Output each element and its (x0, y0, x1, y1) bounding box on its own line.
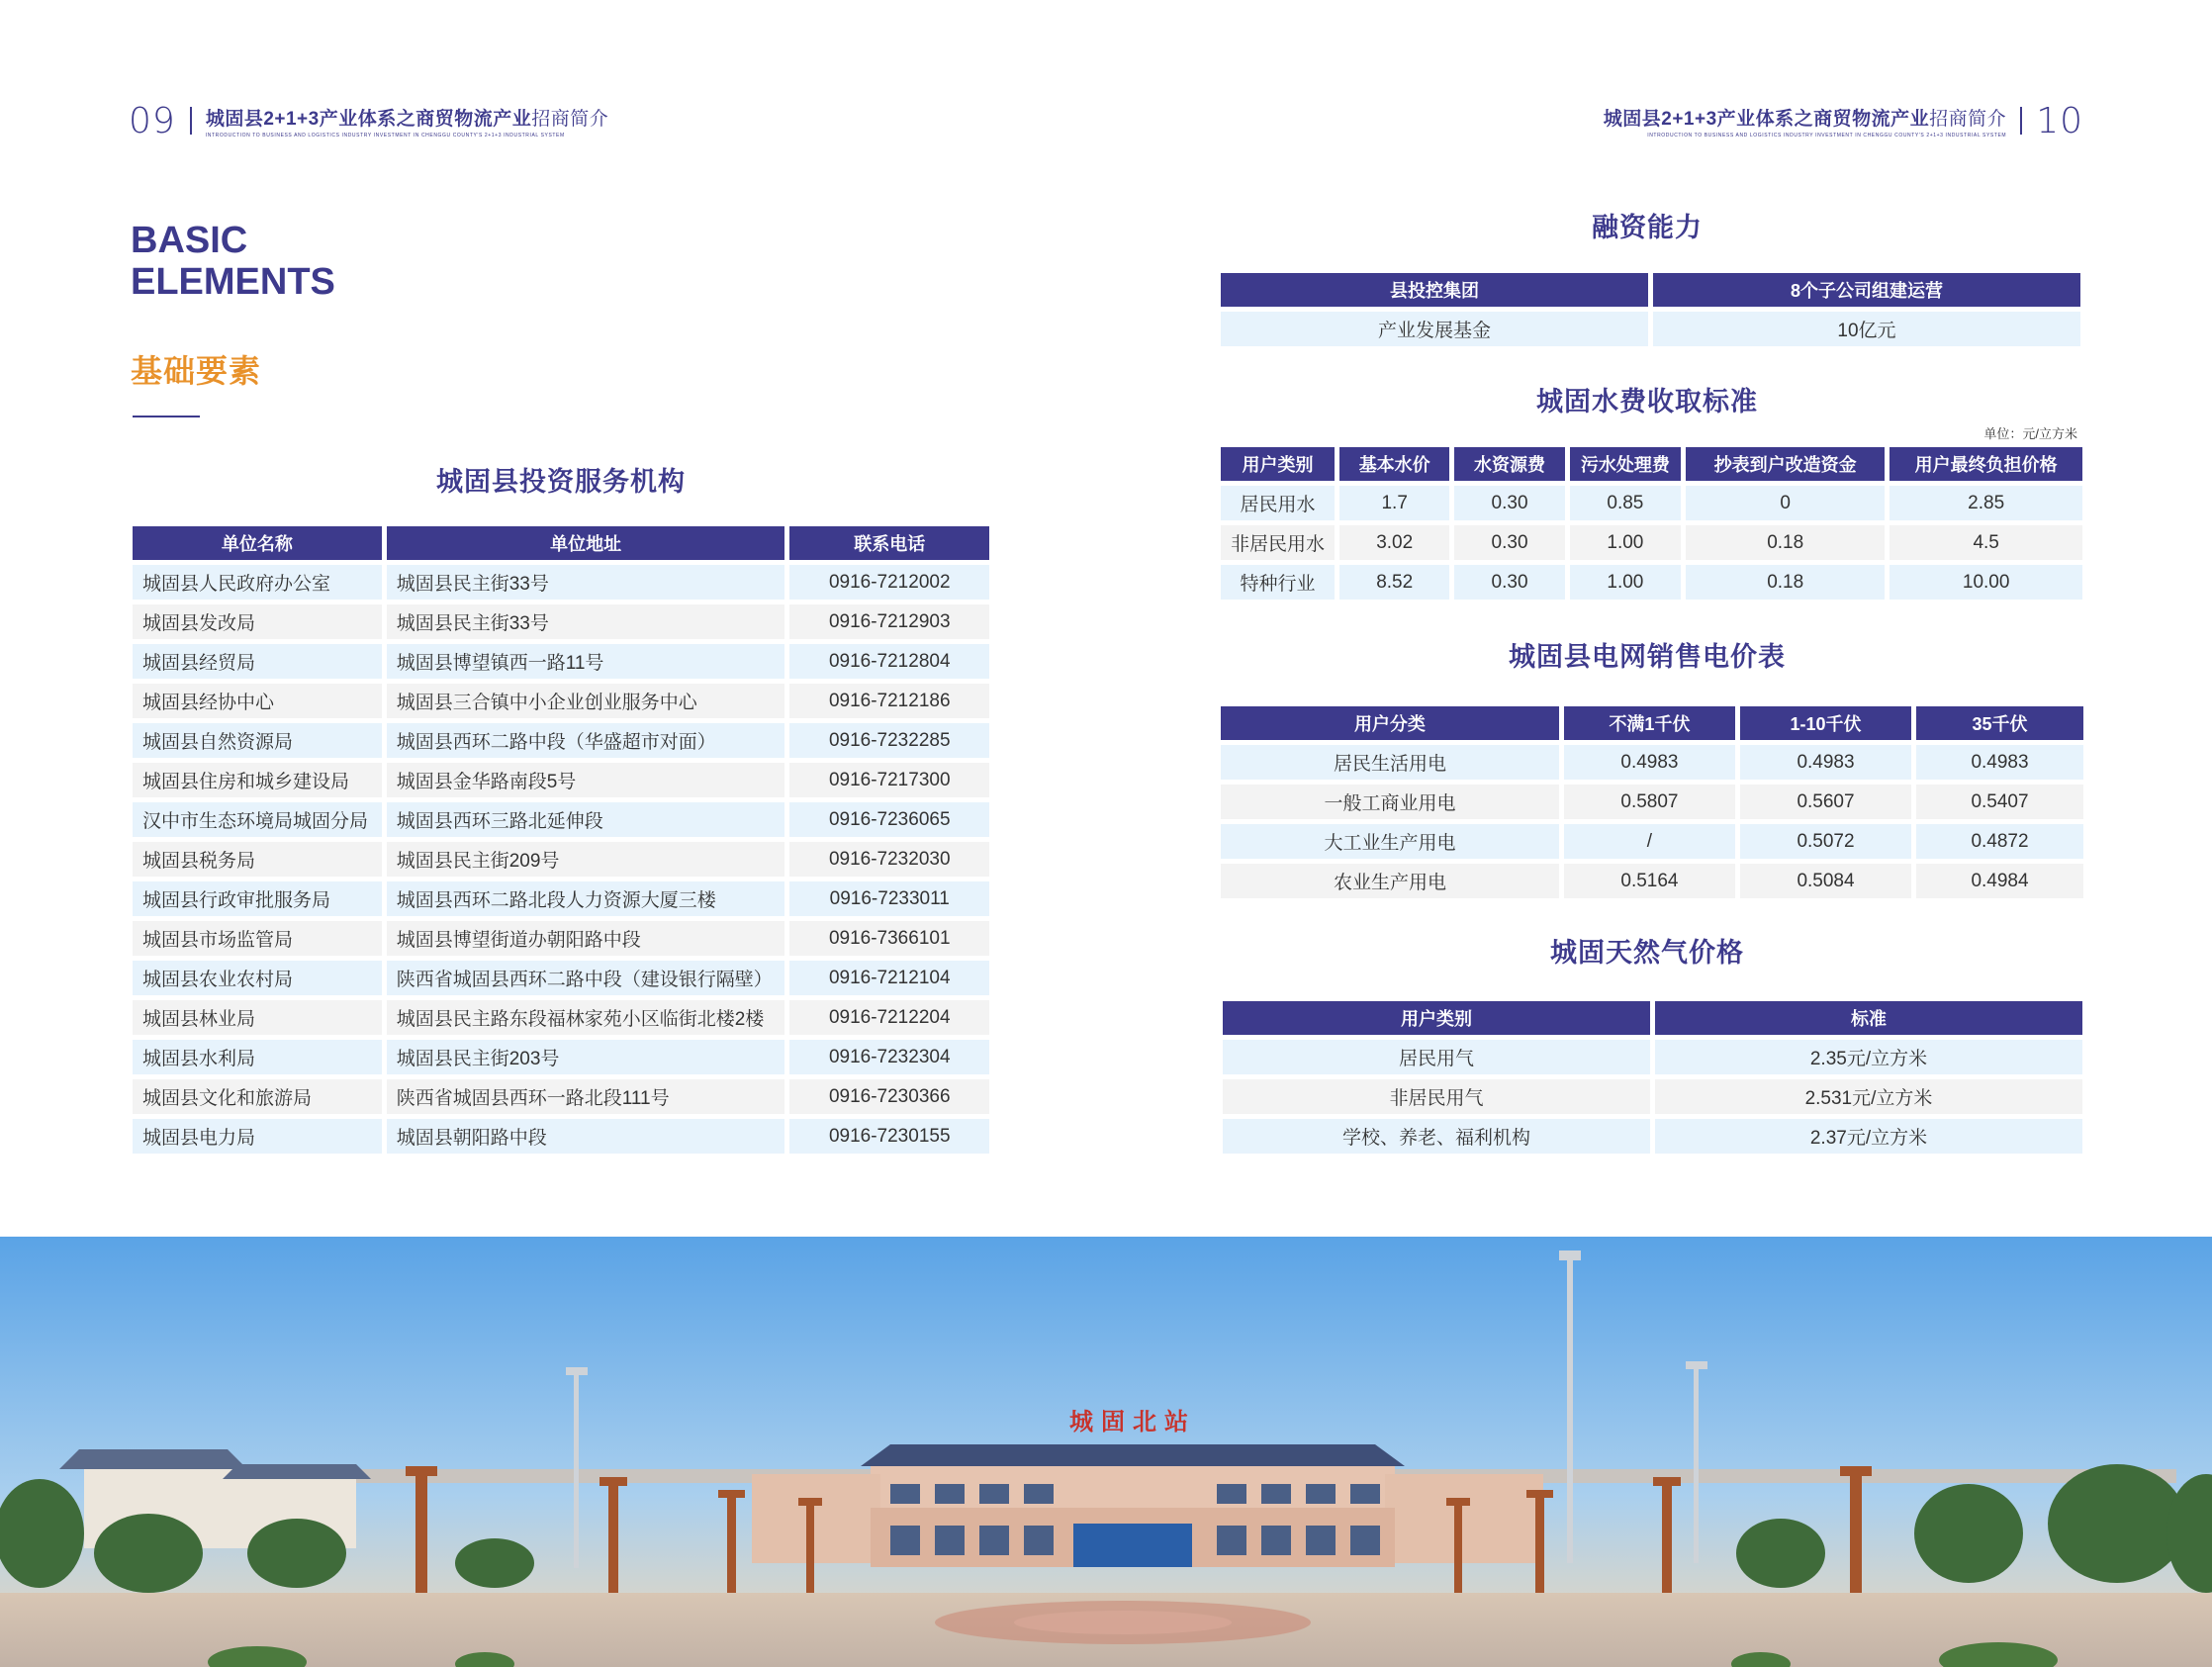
table-cell: 非居民用水 (1221, 525, 1335, 560)
table-cell: 居民生活用电 (1221, 745, 1559, 780)
table-cell: 10亿元 (1653, 312, 2080, 346)
basic-heading-line1: BASIC (131, 220, 248, 261)
table-cell: 城固县博望镇西一路11号 (387, 644, 785, 679)
water-table (1216, 442, 2087, 604)
table-cell: 城固县林业局 (133, 1000, 382, 1035)
table-cell: 城固县民主街33号 (387, 604, 785, 639)
page-header-right (1604, 99, 2083, 142)
header-text (206, 104, 608, 139)
table-row (133, 604, 989, 639)
table-cell: 城固县税务局 (133, 842, 382, 877)
table-cell: 0.30 (1454, 525, 1564, 560)
table-cell: 2.531元/立方米 (1655, 1079, 2082, 1114)
column-header: 用户类别 (1223, 1001, 1650, 1035)
table-cell: 0.4872 (1916, 824, 2083, 859)
financing-title: 融资能力 (1592, 213, 1703, 242)
table-cell: 0.18 (1686, 525, 1885, 560)
table-cell: 0.5407 (1916, 785, 2083, 819)
water-title: 城固水费收取标准 (1536, 387, 1758, 417)
table-cell: 城固县经贸局 (133, 644, 382, 679)
table-row (133, 1119, 989, 1154)
table-cell: 2.85 (1889, 486, 2082, 520)
table-cell: 大工业生产用电 (1221, 824, 1559, 859)
table-cell: 城固县博望街道办朝阳路中段 (387, 921, 785, 956)
railway-station-photo (0, 1237, 2212, 1667)
table-cell: 0916-7232304 (789, 1040, 989, 1074)
table-cell: 0.5084 (1740, 864, 1911, 898)
column-header: 水资源费 (1454, 447, 1564, 481)
table-row (133, 1040, 989, 1074)
table-cell: 产业发展基金 (1221, 312, 1648, 346)
table-row (133, 1000, 989, 1035)
table-cell: 0.4983 (1916, 745, 2083, 780)
agencies-title: 城固县投资服务机构 (436, 467, 686, 497)
table-cell: 8.52 (1339, 565, 1449, 600)
table-cell: 1.7 (1339, 486, 1449, 520)
header-title-bold: 城固县2+1+3产业体系之商贸物流产业 (1603, 108, 1930, 130)
header-divider (190, 107, 192, 135)
table-row (133, 763, 989, 797)
table-cell: 0916-7212002 (789, 565, 989, 600)
column-header: 单位名称 (133, 526, 382, 560)
table-cell: 城固县西环二路中段（华盛超市对面） (387, 723, 785, 758)
table-cell: 居民用水 (1221, 486, 1335, 520)
gas-table (1218, 996, 2087, 1158)
table-row (133, 684, 989, 718)
column-header: 污水处理费 (1570, 447, 1681, 481)
table-cell: 0916-7232030 (789, 842, 989, 877)
page-header-left (129, 99, 608, 142)
table-cell: 城固县三合镇中小企业创业服务中心 (387, 684, 785, 718)
table-cell: 0916-7366101 (789, 921, 989, 956)
table-cell: 10.00 (1889, 565, 2082, 600)
table-cell: 城固县民主路东段福林家苑小区临街北楼2楼 (387, 1000, 785, 1035)
column-header: 标准 (1655, 1001, 2082, 1035)
table-row (1223, 1119, 2082, 1154)
table-row (1221, 312, 2080, 346)
heading-underline (133, 416, 200, 417)
basic-elements-heading (131, 220, 335, 303)
table-row (133, 802, 989, 837)
table-cell: 0.5072 (1740, 824, 1911, 859)
table-cell: 0.4984 (1916, 864, 2083, 898)
table-header-row (133, 526, 989, 560)
table-cell: 1.00 (1570, 525, 1681, 560)
table-cell: 0.30 (1454, 486, 1564, 520)
table-cell: 一般工商业用电 (1221, 785, 1559, 819)
table-cell: 2.37元/立方米 (1655, 1119, 2082, 1154)
table-cell: 陕西省城固县西环二路中段（建设银行隔壁） (387, 961, 785, 995)
table-cell: 城固县文化和旅游局 (133, 1079, 382, 1114)
header-subtitle: INTRODUCTION TO BUSINESS AND LOGISTICS INDUSTRY INVESTMENT IN CHENGGU COUNTY'S 2+1+3 INDUSTRIAL SYSTEM (205, 132, 565, 139)
column-header: 不满1千伏 (1564, 706, 1735, 740)
table-row (133, 842, 989, 877)
table-cell: 陕西省城固县西环一路北段111号 (387, 1079, 785, 1114)
agencies-table (128, 521, 994, 1158)
page-number: 09 (129, 100, 176, 141)
column-header: 县投控集团 (1221, 273, 1648, 307)
table-cell: 0 (1686, 486, 1885, 520)
table-cell: 0916-7236065 (789, 802, 989, 837)
table-cell: 城固县金华路南段5号 (387, 763, 785, 797)
table-cell: 0916-7233011 (789, 881, 989, 916)
table-row (1221, 785, 2083, 819)
table-cell: 汉中市生态环境局城固分局 (133, 802, 382, 837)
column-header: 用户类别 (1221, 447, 1335, 481)
table-row (133, 644, 989, 679)
column-header: 用户最终负担价格 (1889, 447, 2082, 481)
table-cell: 0.5807 (1564, 785, 1735, 819)
table-cell: 0916-7212903 (789, 604, 989, 639)
table-cell: 城固县水利局 (133, 1040, 382, 1074)
table-cell: 0916-7230366 (789, 1079, 989, 1114)
table-row (133, 921, 989, 956)
table-cell: 城固县住房和城乡建设局 (133, 763, 382, 797)
table-cell: 农业生产用电 (1221, 864, 1559, 898)
basic-heading-line2: ELEMENTS (131, 261, 335, 303)
table-row (1221, 565, 2082, 600)
table-cell: 0.18 (1686, 565, 1885, 600)
column-header: 联系电话 (789, 526, 989, 560)
table-row (1223, 1079, 2082, 1114)
table-cell: 城固县经协中心 (133, 684, 382, 718)
table-cell: 0916-7212804 (789, 644, 989, 679)
table-cell: 0916-7212186 (789, 684, 989, 718)
column-header: 1-10千伏 (1740, 706, 1911, 740)
table-cell: 城固县西环三路北延伸段 (387, 802, 785, 837)
table-cell: 0916-7232285 (789, 723, 989, 758)
table-row (1221, 525, 2082, 560)
header-title-light: 招商简介 (1929, 108, 2007, 130)
table-cell: 0.30 (1454, 565, 1564, 600)
table-cell: 城固县民主街209号 (387, 842, 785, 877)
column-header: 单位地址 (387, 526, 785, 560)
table-row (1221, 864, 2083, 898)
table-cell: 城固县民主街33号 (387, 565, 785, 600)
table-cell: 0916-7212104 (789, 961, 989, 995)
table-row (133, 961, 989, 995)
electricity-title: 城固县电网销售电价表 (1509, 642, 1786, 672)
column-header: 基本水价 (1339, 447, 1449, 481)
column-header: 用户分类 (1221, 706, 1559, 740)
table-row (133, 723, 989, 758)
table-row (133, 565, 989, 600)
gas-title: 城固天然气价格 (1550, 938, 1744, 968)
table-cell: 0.5164 (1564, 864, 1735, 898)
table-header-row (1221, 706, 2083, 740)
table-cell: 2.35元/立方米 (1655, 1040, 2082, 1074)
header-subtitle: INTRODUCTION TO BUSINESS AND LOGISTICS INDUSTRY INVESTMENT IN CHENGGU COUNTY'S 2+1+3 INDUSTRIAL SYSTEM (1647, 132, 2007, 139)
table-cell: 0.85 (1570, 486, 1681, 520)
table-row (1223, 1040, 2082, 1074)
electricity-table (1216, 701, 2088, 903)
station-illustration (0, 1237, 2212, 1667)
column-header: 8个子公司组建运营 (1653, 273, 2080, 307)
table-row (1221, 486, 2082, 520)
table-cell: 0916-7230155 (789, 1119, 989, 1154)
table-cell: 居民用气 (1223, 1040, 1650, 1074)
column-header: 抄表到户改造资金 (1686, 447, 1885, 481)
table-cell: 城固县发改局 (133, 604, 382, 639)
table-cell: 非居民用气 (1223, 1079, 1650, 1114)
table-cell: / (1564, 824, 1735, 859)
table-cell: 城固县朝阳路中段 (387, 1119, 785, 1154)
station-sign: 城固北站 (1069, 1407, 1196, 1435)
table-cell: 学校、养老、福利机构 (1223, 1119, 1650, 1154)
table-cell: 3.02 (1339, 525, 1449, 560)
header-title-light: 招商简介 (531, 108, 609, 130)
table-cell: 0.4983 (1740, 745, 1911, 780)
table-row (133, 881, 989, 916)
table-cell: 0916-7212204 (789, 1000, 989, 1035)
plaza-pattern-inner (1014, 1611, 1232, 1634)
header-text (1604, 104, 2006, 139)
table-cell: 城固县西环二路北段人力资源大厦三楼 (387, 881, 785, 916)
header-divider (2020, 107, 2022, 135)
table-header-row (1221, 447, 2082, 481)
water-unit-note: 单位：元/立方米 (1983, 426, 2077, 441)
table-cell: 城固县市场监管局 (133, 921, 382, 956)
header-title (206, 104, 608, 131)
table-header-row (1221, 273, 2080, 307)
table-row (133, 1079, 989, 1114)
table-cell: 0.4983 (1564, 745, 1735, 780)
table-cell: 城固县电力局 (133, 1119, 382, 1154)
page-number: 10 (2036, 100, 2083, 141)
header-title-bold: 城固县2+1+3产业体系之商贸物流产业 (205, 108, 532, 130)
table-cell: 4.5 (1889, 525, 2082, 560)
column-header: 35千伏 (1916, 706, 2083, 740)
financing-table (1216, 268, 2085, 351)
table-cell: 0.5607 (1740, 785, 1911, 819)
table-cell: 0916-7217300 (789, 763, 989, 797)
table-cell: 1.00 (1570, 565, 1681, 600)
table-cell: 城固县民主街203号 (387, 1040, 785, 1074)
table-cell: 特种行业 (1221, 565, 1335, 600)
table-header-row (1223, 1001, 2082, 1035)
table-cell: 城固县农业农村局 (133, 961, 382, 995)
table-cell: 城固县自然资源局 (133, 723, 382, 758)
header-title (1604, 104, 2006, 131)
table-cell: 城固县行政审批服务局 (133, 881, 382, 916)
basic-elements-cn-heading: 基础要素 (131, 353, 262, 389)
table-row (1221, 745, 2083, 780)
table-cell: 城固县人民政府办公室 (133, 565, 382, 600)
table-row (1221, 824, 2083, 859)
